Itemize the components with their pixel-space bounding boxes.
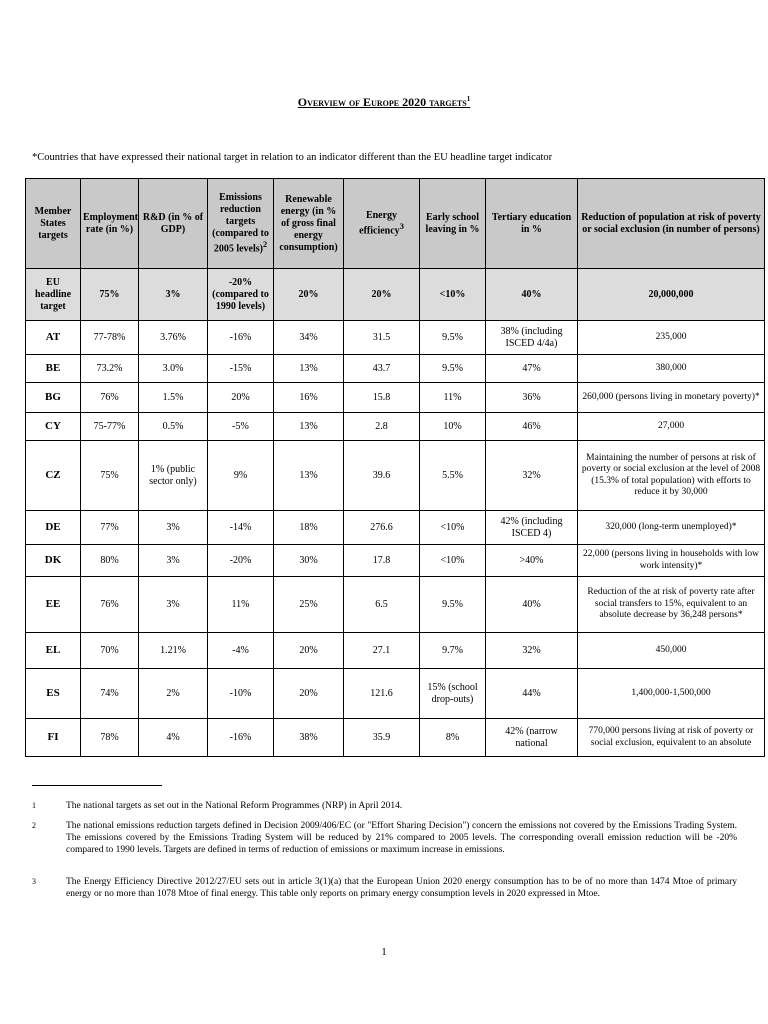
- cell-code: CY: [26, 413, 81, 441]
- page-number: 1: [381, 946, 387, 958]
- header-emissions-label: Emissions reduction targets (compared to 2005 levels): [212, 191, 269, 255]
- cell-employment: 77-78%: [81, 321, 139, 355]
- cell-poverty: 1,400,000-1,500,000: [578, 669, 765, 719]
- cell-poverty: Maintaining the number of persons at risk of poverty or social exclusion at the level of 2008 (15.3% of total population) with efforts to reduce it by 30,000: [578, 441, 765, 511]
- cell-employment: 73.2%: [81, 355, 139, 383]
- cell-energy: 43.7: [344, 355, 420, 383]
- cell-early-school: 10%: [420, 413, 486, 441]
- footnote-2-number: 2: [32, 821, 36, 830]
- cell-rd: 3.76%: [139, 321, 208, 355]
- header-emissions: [208, 179, 274, 269]
- cell-employment: 80%: [81, 545, 139, 577]
- cell-poverty: 770,000 persons living at risk of poverty or social exclusion, equivalent to an absolute: [578, 719, 765, 757]
- cell-employment: 75%: [81, 441, 139, 511]
- eu-cell-energy: 20%: [344, 269, 420, 321]
- cell-energy: 2.8: [344, 413, 420, 441]
- cell-early-school: <10%: [420, 545, 486, 577]
- cell-tertiary: 42% (narrow national: [486, 719, 578, 757]
- cell-energy: 121.6: [344, 669, 420, 719]
- page-title: [0, 95, 768, 110]
- title-footnote-ref: 1: [466, 95, 471, 103]
- table-row: [26, 383, 765, 413]
- eu-cell-emissions: -20% (compared to 1990 levels): [208, 269, 274, 321]
- cell-code: EE: [26, 577, 81, 633]
- cell-early-school: 8%: [420, 719, 486, 757]
- cell-emissions: 9%: [208, 441, 274, 511]
- cell-energy: 15.8: [344, 383, 420, 413]
- cell-tertiary: 46%: [486, 413, 578, 441]
- eu-cell-renewable: 20%: [274, 269, 344, 321]
- cell-emissions: -16%: [208, 321, 274, 355]
- cell-poverty: Reduction of the at risk of poverty rate after social transfers to 15%, equivalent to an absolute decrease by 36,248 persons*: [578, 577, 765, 633]
- cell-poverty: 22,000 (persons living in households with low work intensity)*: [578, 545, 765, 577]
- footnote-2-text: The national emissions reduction targets defined in Decision 2009/406/EC (or "Effort Sharing Decision") concern the emissions not covered by the Emissions Trading System. The emissions covered by the Emissions Trading System will be reduced by 21% compared to 2005 levels. The corresponding overall emission reduction will be -20% compared to 1990 levels. Targets are defined in terms of reduction of emissions or maximum increase in emissions.: [66, 821, 737, 855]
- cell-code: BG: [26, 383, 81, 413]
- eu-cell-rd: 3%: [139, 269, 208, 321]
- cell-renewable: 13%: [274, 441, 344, 511]
- cell-emissions: 11%: [208, 577, 274, 633]
- header-renewable: Renewable energy (in % of gross final energy consumption): [274, 179, 344, 269]
- cell-emissions: -20%: [208, 545, 274, 577]
- cell-renewable: 20%: [274, 633, 344, 669]
- eu-cell-employment: 75%: [81, 269, 139, 321]
- cell-tertiary: 32%: [486, 633, 578, 669]
- cell-early-school: 9.5%: [420, 321, 486, 355]
- cell-tertiary: 40%: [486, 577, 578, 633]
- table-row: [26, 577, 765, 633]
- footnote-3: [32, 877, 737, 901]
- targets-table: [25, 178, 765, 757]
- cell-rd: 1.21%: [139, 633, 208, 669]
- header-early-school: Early school leaving in %: [420, 179, 486, 269]
- cell-emissions: 20%: [208, 383, 274, 413]
- cell-tertiary: 32%: [486, 441, 578, 511]
- table-row: [26, 511, 765, 545]
- cell-employment: 70%: [81, 633, 139, 669]
- cell-poverty: 27,000: [578, 413, 765, 441]
- cell-employment: 76%: [81, 577, 139, 633]
- cell-emissions: -14%: [208, 511, 274, 545]
- eu-headline-row: [26, 269, 765, 321]
- footnote-divider: [32, 785, 162, 786]
- table-row: [26, 669, 765, 719]
- cell-renewable: 25%: [274, 577, 344, 633]
- cell-emissions: -5%: [208, 413, 274, 441]
- cell-energy: 276.6: [344, 511, 420, 545]
- cell-early-school: 11%: [420, 383, 486, 413]
- cell-renewable: 13%: [274, 413, 344, 441]
- header-emissions-footnote-ref: 2: [262, 239, 268, 249]
- cell-poverty: 450,000: [578, 633, 765, 669]
- header-energy-footnote-ref: 3: [399, 221, 404, 231]
- cell-code: BE: [26, 355, 81, 383]
- cell-employment: 76%: [81, 383, 139, 413]
- cell-rd: 2%: [139, 669, 208, 719]
- cell-rd: 0.5%: [139, 413, 208, 441]
- eu-cell-tertiary: 40%: [486, 269, 578, 321]
- cell-emissions: -16%: [208, 719, 274, 757]
- cell-renewable: 30%: [274, 545, 344, 577]
- cell-early-school: 5.5%: [420, 441, 486, 511]
- cell-emissions: -10%: [208, 669, 274, 719]
- header-energy-label: Energy efficiency: [359, 209, 400, 237]
- header-poverty: Reduction of population at risk of poverty or social exclusion (in number of persons): [578, 179, 765, 269]
- header-row: [26, 179, 765, 269]
- cell-energy: 17.8: [344, 545, 420, 577]
- cell-poverty: 320,000 (long-term unemployed)*: [578, 511, 765, 545]
- cell-rd: 3%: [139, 577, 208, 633]
- cell-tertiary: 47%: [486, 355, 578, 383]
- table-row: [26, 413, 765, 441]
- footnote-1-number: 1: [32, 801, 36, 810]
- cell-renewable: 13%: [274, 355, 344, 383]
- cell-energy: 35.9: [344, 719, 420, 757]
- cell-emissions: -4%: [208, 633, 274, 669]
- cell-code: CZ: [26, 441, 81, 511]
- cell-code: FI: [26, 719, 81, 757]
- cell-rd: 3%: [139, 511, 208, 545]
- cell-rd: 3.0%: [139, 355, 208, 383]
- footnote-2: [32, 821, 737, 857]
- cell-tertiary: 44%: [486, 669, 578, 719]
- table-row: [26, 321, 765, 355]
- cell-code: AT: [26, 321, 81, 355]
- cell-renewable: 38%: [274, 719, 344, 757]
- footnote-3-number: 3: [32, 877, 36, 886]
- eu-cell-early-school: <10%: [420, 269, 486, 321]
- cell-code: DK: [26, 545, 81, 577]
- cell-early-school: 9.7%: [420, 633, 486, 669]
- footnote-1-text: The national targets as set out in the National Reform Programmes (NRP) in April 2014.: [66, 801, 403, 811]
- footnote-3-text: The Energy Efficiency Directive 2012/27/EU sets out in article 3(1)(a) that the European Union 2020 energy consumption has to be of no more than 1474 Mtoe of primary energy or no more than 1078 Mtoe of final energy. This table only reports on primary energy consumption levels in 2020 expressed in Mtoe.: [66, 877, 737, 899]
- header-employment: Employment rate (in %): [81, 179, 139, 269]
- cell-code: ES: [26, 669, 81, 719]
- cell-renewable: 18%: [274, 511, 344, 545]
- header-energy-efficiency: [344, 179, 420, 269]
- cell-employment: 75-77%: [81, 413, 139, 441]
- cell-tertiary: 42% (including ISCED 4): [486, 511, 578, 545]
- cell-early-school: 15% (school drop-outs): [420, 669, 486, 719]
- cell-rd: 3%: [139, 545, 208, 577]
- cell-renewable: 20%: [274, 669, 344, 719]
- table-row: [26, 633, 765, 669]
- header-tertiary: Tertiary education in %: [486, 179, 578, 269]
- cell-renewable: 16%: [274, 383, 344, 413]
- title-text: Overview of Europe 2020 targets: [297, 95, 467, 109]
- cell-employment: 78%: [81, 719, 139, 757]
- cell-early-school: 9.5%: [420, 577, 486, 633]
- cell-poverty: 380,000: [578, 355, 765, 383]
- cell-tertiary: 38% (including ISCED 4/4a): [486, 321, 578, 355]
- cell-code: DE: [26, 511, 81, 545]
- cell-poverty: 260,000 (persons living in monetary poverty)*: [578, 383, 765, 413]
- cell-employment: 77%: [81, 511, 139, 545]
- header-member-states: Member States targets: [26, 179, 81, 269]
- table-row: [26, 545, 765, 577]
- eu-cell-label: EU headline target: [26, 269, 81, 321]
- countries-note: *Countries that have expressed their national target in relation to an indicator different than the EU headline target indicator: [32, 152, 553, 163]
- cell-energy: 6.5: [344, 577, 420, 633]
- cell-early-school: <10%: [420, 511, 486, 545]
- cell-rd: 4%: [139, 719, 208, 757]
- table-row: [26, 355, 765, 383]
- cell-poverty: 235,000: [578, 321, 765, 355]
- cell-rd: 1.5%: [139, 383, 208, 413]
- cell-energy: 27.1: [344, 633, 420, 669]
- cell-early-school: 9.5%: [420, 355, 486, 383]
- cell-tertiary: >40%: [486, 545, 578, 577]
- header-rd: R&D (in % of GDP): [139, 179, 208, 269]
- cell-energy: 39.6: [344, 441, 420, 511]
- cell-rd: 1% (public sector only): [139, 441, 208, 511]
- footnote-1: [32, 801, 737, 813]
- table-row: [26, 719, 765, 757]
- eu-cell-poverty: 20,000,000: [578, 269, 765, 321]
- cell-emissions: -15%: [208, 355, 274, 383]
- cell-tertiary: 36%: [486, 383, 578, 413]
- table-row: [26, 441, 765, 511]
- cell-employment: 74%: [81, 669, 139, 719]
- cell-code: EL: [26, 633, 81, 669]
- cell-energy: 31.5: [344, 321, 420, 355]
- cell-renewable: 34%: [274, 321, 344, 355]
